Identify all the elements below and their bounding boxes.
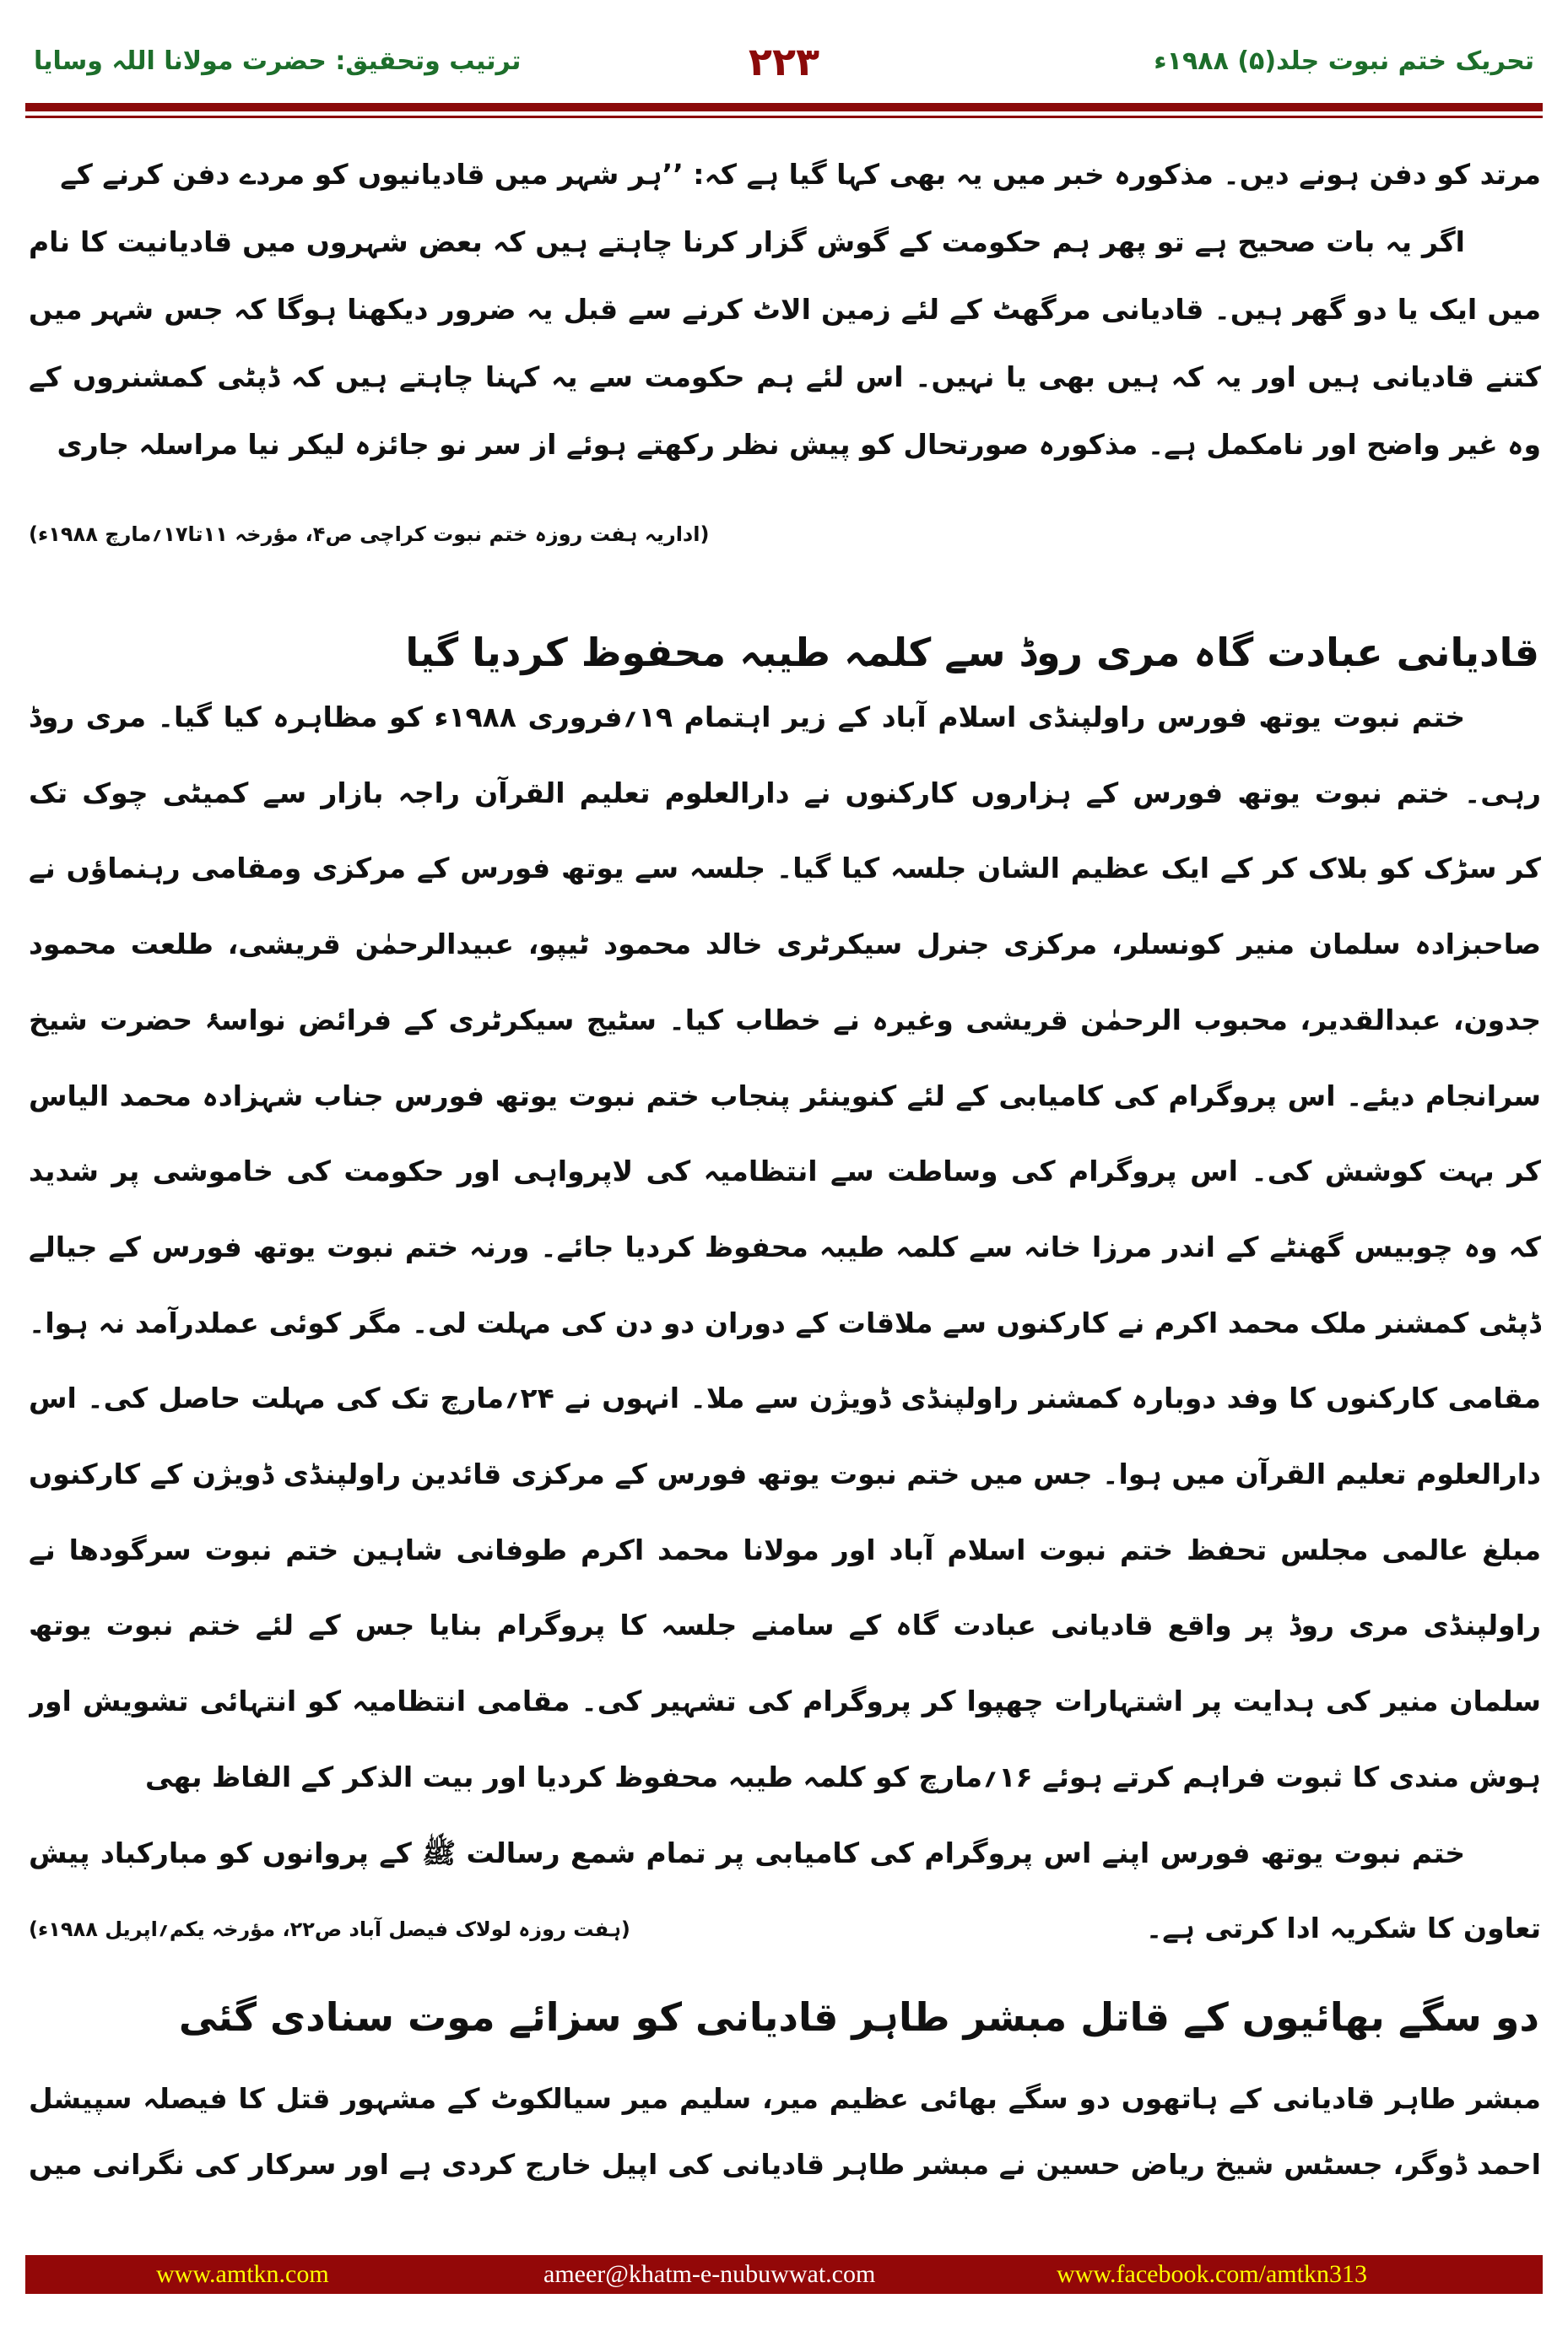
article1-line: رہی۔ ختم نبوت یوتھ فورس کے ہزاروں کارکنوں نے دارالعلوم تعلیم القرآن راجہ بازار سے کمیٹی چوک تک: [29, 776, 1541, 809]
article1-line: سرانجام دیئے۔ اس پروگرام کی کامیابی کے لئے کنوینئر پنجاب ختم نبوت یوتھ فورس جناب شہزادہ محمد الیاس: [29, 1079, 1541, 1112]
article1-line: مقامی کارکنوں کا وفد دوبارہ کمشنر راولپنڈی ڈویژن سے ملا۔ انہوں نے ۲۴؍مارچ تک کی مہلت حاصل کی۔ اس: [29, 1382, 1541, 1415]
compiler-credit: ترتیب وتحقیق: حضرت مولانا اللہ وسایا: [34, 46, 522, 76]
block1-line: کتنے قادیانی ہیں اور یہ کہ ہیں بھی یا نہیں۔ اس لئے ہم حکومت سے یہ کہنا چاہتے ہیں کہ ڈپٹی کمشنروں کے: [29, 360, 1541, 393]
article1-line: سلمان منیر کی ہدایت پر اشتہارات چھپوا کر پروگرام کی تشہیر کی۔ مقامی انتظامیہ کو انتہائی تشویش اور: [29, 1685, 1541, 1718]
website-link[interactable]: www.amtkn.com: [156, 2260, 329, 2288]
article1-line: ہوش مندی کا ثبوت فراہم کرتے ہوئے ۱۶؍مارچ کو کلمہ طیبہ محفوظ کردیا اور بیت الذکر کے الفاظ بھی: [144, 1760, 1541, 1793]
article1-citation: (ہفت روزہ لولاک فیصل آباد ص۲۲، مؤرخہ یکم؍اپریل ۱۹۸۸ء): [29, 1917, 630, 1941]
article1-line: کر سڑک کو بلاک کر کے ایک عظیم الشان جلسہ کیا گیا۔ جلسہ سے یوتھ فورس کے مرکزی ومقامی رہنماؤں نے: [29, 852, 1541, 885]
article1-heading: قادیانی عبادت گاہ مری روڈ سے کلمہ طیبہ محفوظ کردیا گیا: [405, 630, 1539, 675]
block1-line: اگر یہ بات صحیح ہے تو پھر ہم حکومت کے گوش گزار کرنا چاہتے ہیں کہ بعض شہروں میں قادیانیت کا نام: [29, 225, 1465, 258]
article2-line: مبشر طاہر قادیانی کے ہاتھوں دو سگے بھائی عظیم میر، سلیم میر سیالکوٹ کے مشہور قتل کا فیصلہ سپیشل: [29, 2082, 1541, 2115]
book-title: تحریک ختم نبوت جلد(۵) ۱۹۸۸ء: [1154, 46, 1534, 76]
article1-line: جدون، عبدالقدیر، محبوب الرحمٰن قریشی وغیرہ نے خطاب کیا۔ سٹیج سیکرٹری کے فرائض نواسۂ حضرت شیخ: [29, 1003, 1541, 1036]
article1-line: مبلغ عالمی مجلس تحفظ ختم نبوت اسلام آباد اور مولانا محمد اکرم طوفانی شاہین ختم نبوت سرگودھا نے: [29, 1533, 1541, 1566]
facebook-link[interactable]: www.facebook.com/amtkn313: [1057, 2260, 1367, 2288]
article1-line: راولپنڈی مری روڈ پر واقع قادیانی عبادت گاہ کے سامنے جلسہ کا پروگرام بنایا جس کے لئے ختم نبوت یوتھ: [29, 1609, 1541, 1642]
article1-line: تعاون کا شکریہ ادا کرتی ہے۔: [1145, 1912, 1541, 1945]
page-number: ۲۲۳: [748, 39, 820, 84]
header-rule-thin: [25, 116, 1543, 118]
article1-line: کہ وہ چوبیس گھنٹے کے اندر مرزا خانہ سے کلمہ طیبہ محفوظ کردیا جائے۔ ورنہ ختم نبوت یوتھ فورس کے جیالے: [29, 1230, 1541, 1263]
article1-line: کر بہت کوشش کی۔ اس پروگرام کی وساطت سے انتظامیہ کی لاپرواہی اور حکومت کی خاموشی پر شدید: [29, 1155, 1541, 1188]
article1-line: صاحبزادہ سلمان منیر کونسلر، مرکزی جنرل سیکرٹری خالد محمود ٹیپو، عبیدالرحمٰن قریشی، طلعت محمود: [29, 928, 1541, 961]
block1-line: مرتد کو دفن ہونے دیں۔ مذکورہ خبر میں یہ بھی کہا گیا ہے کہ: ’’ہر شہر میں قادیانیوں کو مردے دفن کرنے کے: [60, 158, 1541, 191]
article1-line: ڈپٹی کمشنر ملک محمد اکرم نے کارکنوں سے ملاقات کے دوران دو دن کی مہلت لی۔ مگر کوئی عملدرآمد نہ ہوا۔: [29, 1306, 1541, 1339]
block1-citation: (اداریہ ہفت روزہ ختم نبوت کراچی ص۴، مؤرخہ ۱۱تا۱۷؍مارچ ۱۹۸۸ء): [29, 522, 710, 546]
article1-line: ختم نبوت یوتھ فورس راولپنڈی اسلام آباد کے زیر اہتمام ۱۹؍فروری ۱۹۸۸ء کو مظاہرہ کیا گیا۔ مری روڈ: [29, 700, 1465, 733]
article2-line: احمد ڈوگر، جسٹس شیخ ریاض حسین نے مبشر طاہر قادیانی کی اپیل خارج کردی ہے اور سرکار کی نگرانی میں: [29, 2148, 1541, 2181]
email-link[interactable]: ameer@khatm-e-nubuwwat.com: [543, 2260, 876, 2288]
article1-line: ختم نبوت یوتھ فورس اپنے اس پروگرام کی کامیابی پر تمام شمع رسالت ﷺ کے پروانوں کو مبارکباد پیش: [29, 1836, 1465, 1869]
article1-line: دارالعلوم تعلیم القرآن میں ہوا۔ جس میں ختم نبوت یوتھ فورس کے مرکزی قائدین راولپنڈی ڈویژن کے کارکنوں: [29, 1458, 1541, 1490]
block1-line: وہ غیر واضح اور نامکمل ہے۔ مذکورہ صورتحال کو پیش نظر رکھتے ہوئے از سر نو جائزہ لیکر نیا مراسلہ جاری: [57, 428, 1541, 461]
article2-heading: دو سگے بھائیوں کے قاتل مبشر طاہر قادیانی کو سزائے موت سنادی گئی: [178, 1994, 1539, 2040]
footer-bar: [25, 2255, 1543, 2294]
block1-line: میں ایک یا دو گھر ہیں۔ قادیانی مرگھٹ کے لئے زمین الاٹ کرنے سے قبل یہ ضرور دیکھنا ہوگا کہ جس شہر میں: [29, 293, 1541, 326]
header-rule-thick: [25, 103, 1543, 111]
